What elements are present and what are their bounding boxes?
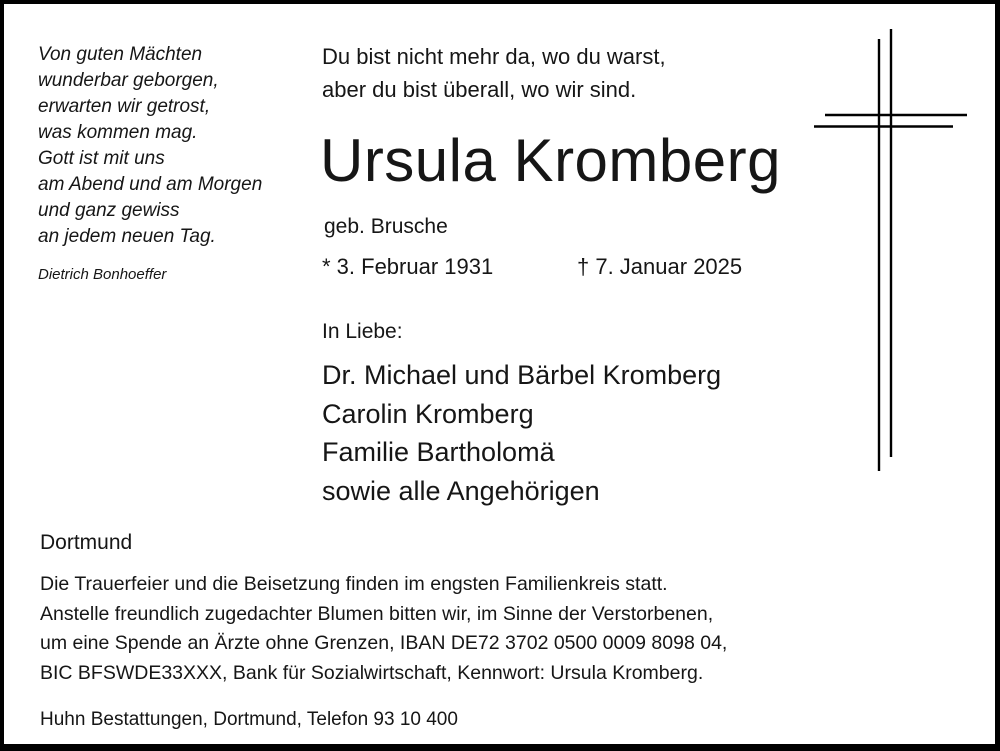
- poem-line: erwarten wir getrost,: [38, 96, 211, 117]
- notice-line: um eine Spende an Ärzte ohne Grenzen, IBAN DE72 3702 0500 0009 8098 04,: [40, 632, 728, 654]
- cross-icon: [799, 22, 979, 477]
- poem-line: an jedem neuen Tag.: [38, 226, 216, 247]
- death-date: † 7. Januar 2025: [577, 254, 743, 279]
- family-member: Familie Bartholomä: [322, 437, 555, 467]
- deceased-name: Ursula Kromberg: [320, 127, 781, 194]
- notice-line: BIC BFSWDE33XXX, Bank für Sozialwirtschaft, Kennwort: Ursula Kromberg.: [40, 661, 704, 684]
- family-member: Carolin Kromberg: [322, 398, 534, 429]
- poem: [38, 42, 262, 250]
- notice-line: Die Trauerfeier und die Beisetzung finden im engsten Familienkreis statt.: [40, 573, 668, 595]
- poem-line: wunderbar geborgen,: [38, 70, 219, 91]
- funeral-notice: [40, 570, 727, 688]
- poem-line: was kommen mag.: [38, 122, 198, 143]
- epigraph-line: aber du bist überall, wo wir sind.: [322, 77, 637, 102]
- family-member: Dr. Michael und Bärbel Kromberg: [322, 360, 722, 390]
- family-list: [322, 356, 721, 510]
- family-intro: In Liebe:: [322, 320, 403, 343]
- poem-line: am Abend und am Morgen: [38, 174, 263, 195]
- funeral-home-line: Huhn Bestattungen, Dortmund, Telefon 93 10 400: [40, 709, 458, 730]
- poem-line: Gott ist mit uns: [38, 148, 165, 169]
- epigraph-line: Du bist nicht mehr da, wo du warst,: [322, 44, 666, 69]
- epigraph: [322, 40, 666, 106]
- family-member: sowie alle Angehörigen: [322, 475, 600, 506]
- maiden-name: geb. Brusche: [324, 215, 448, 238]
- notice-line: Anstelle freundlich zugedachter Blumen bitten wir, im Sinne der Verstorbenen,: [40, 602, 714, 625]
- birth-date: * 3. Februar 1931: [322, 254, 494, 279]
- location: Dortmund: [40, 531, 133, 554]
- poem-attribution: Dietrich Bonhoeffer: [38, 266, 167, 283]
- poem-line: und ganz gewiss: [38, 200, 180, 221]
- poem-line: Von guten Mächten: [38, 44, 203, 65]
